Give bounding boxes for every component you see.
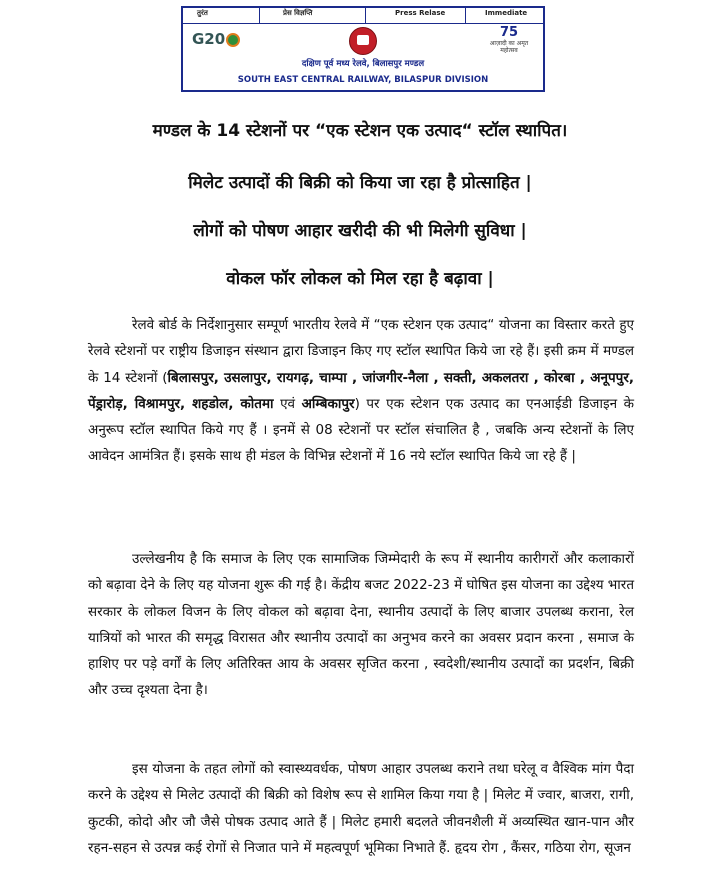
letterhead: [181, 6, 545, 92]
label-immediate-hindi: तुरंत: [197, 9, 208, 17]
paragraph-scheme-objective: [88, 546, 634, 704]
azadi-ka-amrit-mahotsav-logo: [487, 26, 531, 54]
headline-2: मिलेट उत्पादों की बिक्री को किया जा रहा है प्रोत्साहित |: [188, 173, 532, 193]
paragraph-millets: [88, 756, 634, 861]
globe-icon: [226, 33, 240, 47]
letterhead-top-bar: [183, 8, 543, 24]
paragraph-1-and: एवं: [273, 395, 302, 412]
paragraph-2-text: उल्लेखनीय है कि समाज के लिए एक सामाजिक जिम्मेदारी के रूप में स्थानीय कारीगरों और कलाकारों को बढ़ावा देने के लिए यह योजना शुरू की गई है। केंद्रीय बजट 2022-23 में घोषित इस योजना का उद्देश्य भारत सरकार के लोकल विजन के लिए वोकल को बढ़ावा देना, स्थानीय उत्पादों के लिए बाजार उपलब्ध कराना, रेल यात्रियों को भारत की समृद्ध विरासत और स्थानीय उत्पादों का अनुभव करने का अवसर प्रदान करना , समाज के हाशिए पर पड़े वर्गों के लिए अतिरिक्त आय के अवसर सृजित करना , स्वदेशी/स्थानीय उत्पादों का प्रदर्शन, बिक्री और उच्च दृश्यता देना है।: [88, 551, 635, 699]
paragraph-1-intro: रेलवे बोर्ड के निर्देशानुसार सम्पूर्ण भारतीय रेलवे में “एक स्टेशन एक उत्पाद“ योजना का विस्तार करते हुए रेलवे स्टेशनों पर राष्ट्रीय डिजाइन संस्थान द्वारा डिजाइन किए गए स्टॉल स्थापित किये जा रहे हैं। इसी क्रम में मण्डल के 14 स्टेशनों (: [88, 317, 634, 386]
division-name-english: SOUTH EAST CENTRAL RAILWAY, BILASPUR DIVISION: [237, 75, 489, 85]
label-press-release: Press Relase: [395, 9, 446, 17]
headline-4: वोकल फॉर लोकल को मिल रहा है बढ़ावा |: [226, 269, 494, 289]
divider: [259, 8, 260, 23]
railway-emblem-icon: [349, 27, 377, 55]
divider: [465, 8, 466, 23]
station-list: बिलासपुर, उसलापुर, रायगढ़, चाम्पा , जांजगीर-नैला , सक्ती, अकलतरा , कोरबा , अनूपपुर, पेंड्रारोड़, विश्रामपुर, शहडोल, कोतमा: [88, 369, 634, 412]
label-immediate: Immediate: [485, 9, 528, 17]
azadi-logo-text: आज़ादी का अमृत महोत्सव: [489, 40, 529, 54]
division-name-hindi: दक्षिण पूर्व मध्य रेलवे, बिलासपुर मण्डल: [301, 59, 425, 69]
g20-logo: [192, 30, 240, 48]
azadi-logo-number: 75: [499, 25, 519, 40]
g20-logo-text: G20: [192, 30, 226, 48]
label-press-release-hindi: प्रेस विज्ञप्ति: [283, 9, 313, 17]
station-last: अम्बिकापुर: [301, 395, 355, 412]
headline-3: लोगों को पोषण आहार खरीदी की भी मिलेगी सुविधा |: [193, 221, 527, 241]
paragraph-1-outro: ) पर एक स्टेशन एक उत्पाद का एनआईडी डिजाइन के अनुरूप स्टॉल स्थापित किये गए हैं । इनमें से 08 स्टेशनों पर स्टॉल संचालित है , जबकि अन्य स्टेशनों के लिए आवेदन आमंत्रित हैं। इसके साथ ही मंडल के विभिन्न स्टेशनों में 16 नये स्टॉल स्थापित किये जा रहे हैं |: [88, 395, 634, 465]
paragraph-stalls: [88, 312, 634, 470]
paragraph-3-text: इस योजना के तहत लोगों को स्वास्थ्यवर्धक, पोषण आहार उपलब्ध कराने तथा घरेलू व वैश्विक मांग पैदा करने के उद्देश्य से मिलेट उत्पादों की बिक्री को विशेष रूप से शामिल किया गया है | मिलेट में ज्वार, बाजरा, रागी, कुटकी, कोदो और जौ जैसे पोषक उत्पाद आते हैं | मिलेट हमारी बदलते जीवनशैली में अव्यस्थित खान-पान और रहन-सहन से उत्पन्न कई रोगों से निजात पाने में महत्वपूर्ण भूमिका निभाते हैं. हृदय रोग , कैंसर, गठिया रोग, सूजन: [88, 761, 634, 856]
headline-1: मण्डल के 14 स्टेशनों पर “एक स्टेशन एक उत्पाद“ स्टॉल स्थापित।: [152, 121, 568, 141]
divider: [365, 8, 366, 23]
